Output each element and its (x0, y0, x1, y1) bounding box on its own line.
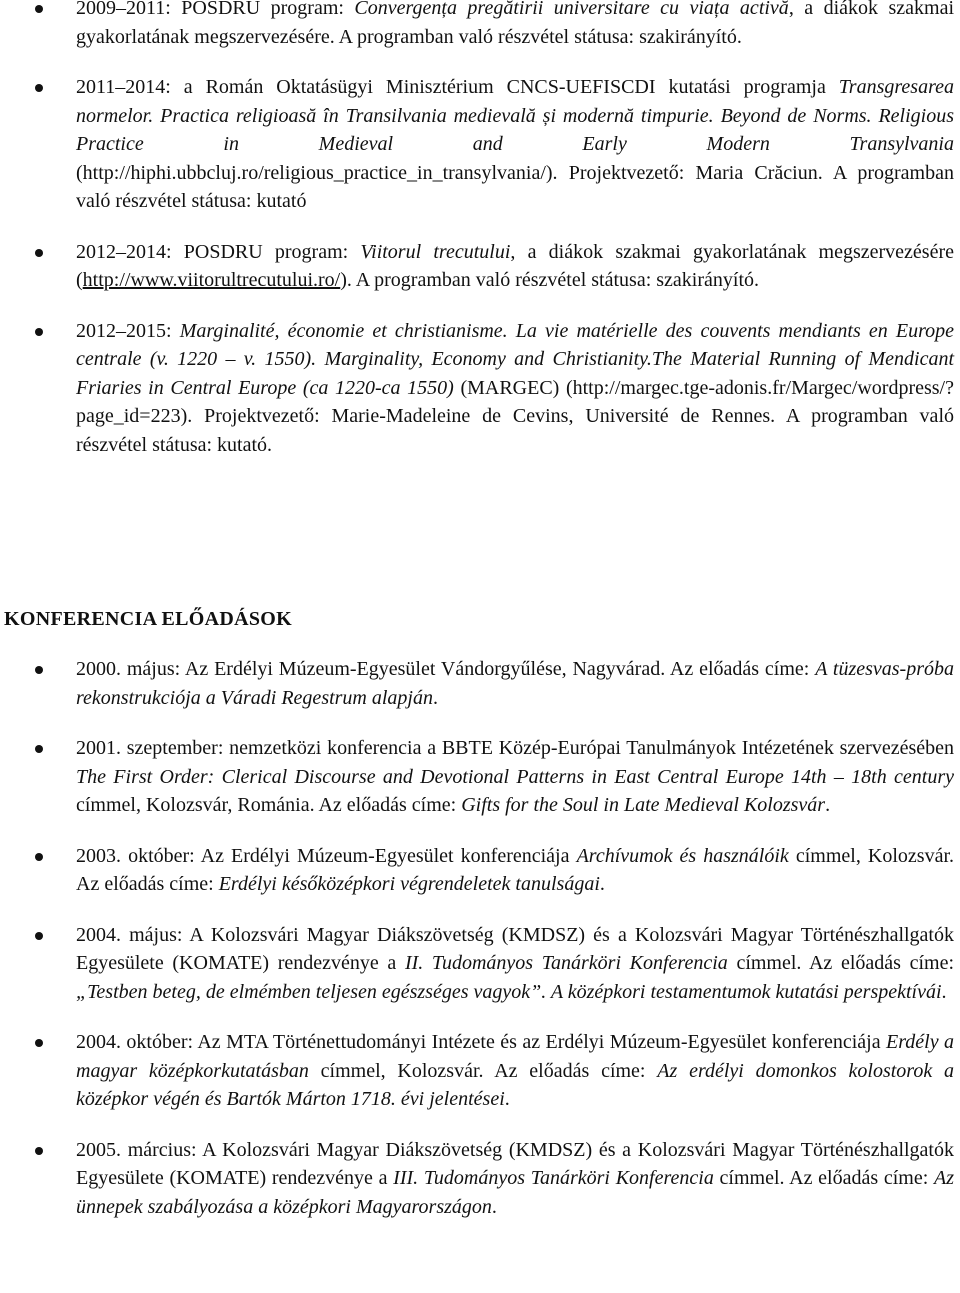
talk-title: Az erdélyi domonkos kolostorok a középkor végén és Bartók Márton 1718. évi jelentései (76, 1059, 955, 1110)
item-text: . (825, 794, 831, 816)
item-text: 2012–2015: (76, 319, 180, 342)
bullet-icon (35, 1147, 43, 1155)
conference-title: III. Tudományos Tanárköri Konferencia (393, 1167, 714, 1189)
item-text: ). A programban való részvétel státusa: szakirányító. (340, 269, 759, 291)
item-text: 2003. október: Az Erdélyi Múzeum-Egyesület konferenciája (76, 844, 577, 867)
bullet-icon (35, 853, 43, 861)
item-text: 2012–2014: POSDRU program: (76, 240, 361, 263)
list-item-conference-2005 (0, 1136, 960, 1222)
item-text: , a diákok szakmai gyakorlatának megszervezésére ( (76, 240, 955, 291)
item-text: 2000. május: Az Erdélyi Múzeum-Egyesület Vándorgyűlése, Nagyvárad. Az előadás címe: (76, 658, 816, 680)
item-text: . (504, 1088, 510, 1110)
bullet-icon (35, 666, 43, 674)
item-text: 2004. október: Az MTA Történettudományi Intézete és az Erdélyi Múzeum-Egyesület konferenciája (76, 1031, 887, 1053)
item-text: (MARGEC) (http://margec.tge-adonis.fr/Margec/wordpress/?page_id=223). Projektvezető: Marie-Madeleine de Cevins, Université de Rennes. A programban való részvétel státusa: kutató. (76, 376, 954, 456)
item-text: 2001. szeptember: nemzetközi konferencia a BBTE Közép-Európai Tanulmányok Intézetének szervezésében (76, 737, 954, 759)
list-item-project-2009 (0, 0, 960, 51)
item-text: (http://hiphi.ubbcluj.ro/religious_practice_in_transylvania/). Projektvezető: Maria Crăciun. A programban való részvétel státusa: kutató (76, 161, 954, 212)
conference-title: Archívumok és használóik (576, 844, 789, 867)
program-title: Transgresarea normelor. Practica religioasă în Transilvania medievală și modernă timpurie. Beyond de Norms. Religious Practice in Medieval and Early Modern Transylvania (76, 76, 954, 155)
conference-list (0, 655, 960, 1243)
item-text: címmel, Kolozsvár. Az előadás címe: (76, 844, 954, 895)
talk-title: „Testben beteg, de elmémben teljesen egészséges vagyok”. A középkori testamentumok kutatási perspektívái (76, 980, 942, 1003)
bullet-icon (35, 745, 43, 753)
item-text: . (491, 1195, 497, 1218)
conference-title: The First Order: Clerical Discourse and Devotional Patterns in East Central Europe 14th – 18th century (76, 765, 954, 788)
item-text: címmel, Kolozsvár. Az előadás címe: (308, 1059, 658, 1082)
item-text: . (433, 686, 438, 709)
item-text: 2009–2011: POSDRU program: (76, 0, 355, 19)
item-text: címmel, Kolozsvár, Románia. Az előadás címe: (76, 794, 462, 816)
talk-title: A tüzesvas-próba rekonstrukciója a Váradi Regestrum alapján (76, 658, 954, 709)
bullet-icon (35, 84, 43, 92)
list-item-project-2012-margec (0, 317, 960, 460)
talk-title: Az ünnepek szabályozása a középkori Magyarországon (76, 1167, 954, 1218)
list-item-conference-2004-october (0, 1028, 960, 1114)
conference-title: II. Tudományos Tanárköri Konferencia (404, 952, 728, 974)
program-title: Marginalité, économie et christianisme. La vie matérielle des couvents mendiants en Europe centrale (v. 1220 – v. 1550). Marginality, Economy and Christianity.The Material Running of Mendicant Friaries in Central Europe (ca 1220-ca 1550) (76, 319, 954, 399)
item-text: . (599, 873, 605, 895)
project-list (0, 0, 960, 481)
talk-title: Gifts for the Soul in Late Medieval Kolozsvár (461, 794, 826, 816)
list-item-conference-2000 (0, 655, 960, 712)
list-item-conference-2001 (0, 734, 960, 820)
list-item-conference-2004-may (0, 921, 960, 1007)
item-text: , a diákok szakmai gyakorlatának megszervezésére. A programban való részvétel státusa: szakirányító. (76, 0, 955, 48)
bullet-icon (35, 932, 43, 940)
list-item-project-2011 (0, 73, 960, 216)
bullet-icon (35, 5, 43, 13)
item-text: . (941, 980, 947, 1003)
item-text: címmel. Az előadás címe: (727, 952, 954, 974)
program-title: Convergența pregătirii universitare cu viața activă (354, 0, 789, 19)
item-text: címmel. Az előadás címe: (713, 1167, 934, 1189)
item-text: 2005. március: A Kolozsvári Magyar Diákszövetség (KMDSZ) és a Kolozsvári Magyar Történészhallgatók Egyesülete (KOMATE) rendezvénye a (76, 1138, 954, 1189)
section-heading-conferences: KONFERENCIA ELŐADÁSOK (4, 608, 293, 630)
item-text: 2011–2014: a Román Oktatásügyi Minisztérium CNCS-UEFISCDI kutatási programja (76, 76, 839, 98)
item-text: 2004. május: A Kolozsvári Magyar Diákszövetség (KMDSZ) és a Kolozsvári Magyar Történészhallgatók Egyesülete (KOMATE) rendezvénye a (76, 923, 954, 974)
bullet-icon (35, 328, 43, 336)
list-item-conference-2003 (0, 842, 960, 899)
talk-title: Erdélyi későközépkori végrendeletek tanulságai (218, 873, 600, 895)
program-title: Viitorul trecutului (360, 240, 511, 263)
bullet-icon (35, 1039, 43, 1047)
project-link[interactable]: http://www.viitorultrecutului.ro/ (82, 269, 341, 291)
bullet-icon (35, 249, 43, 257)
conference-title: Erdély a magyar középkorkutatásban (76, 1031, 954, 1082)
list-item-project-2012-posdru (0, 238, 960, 295)
